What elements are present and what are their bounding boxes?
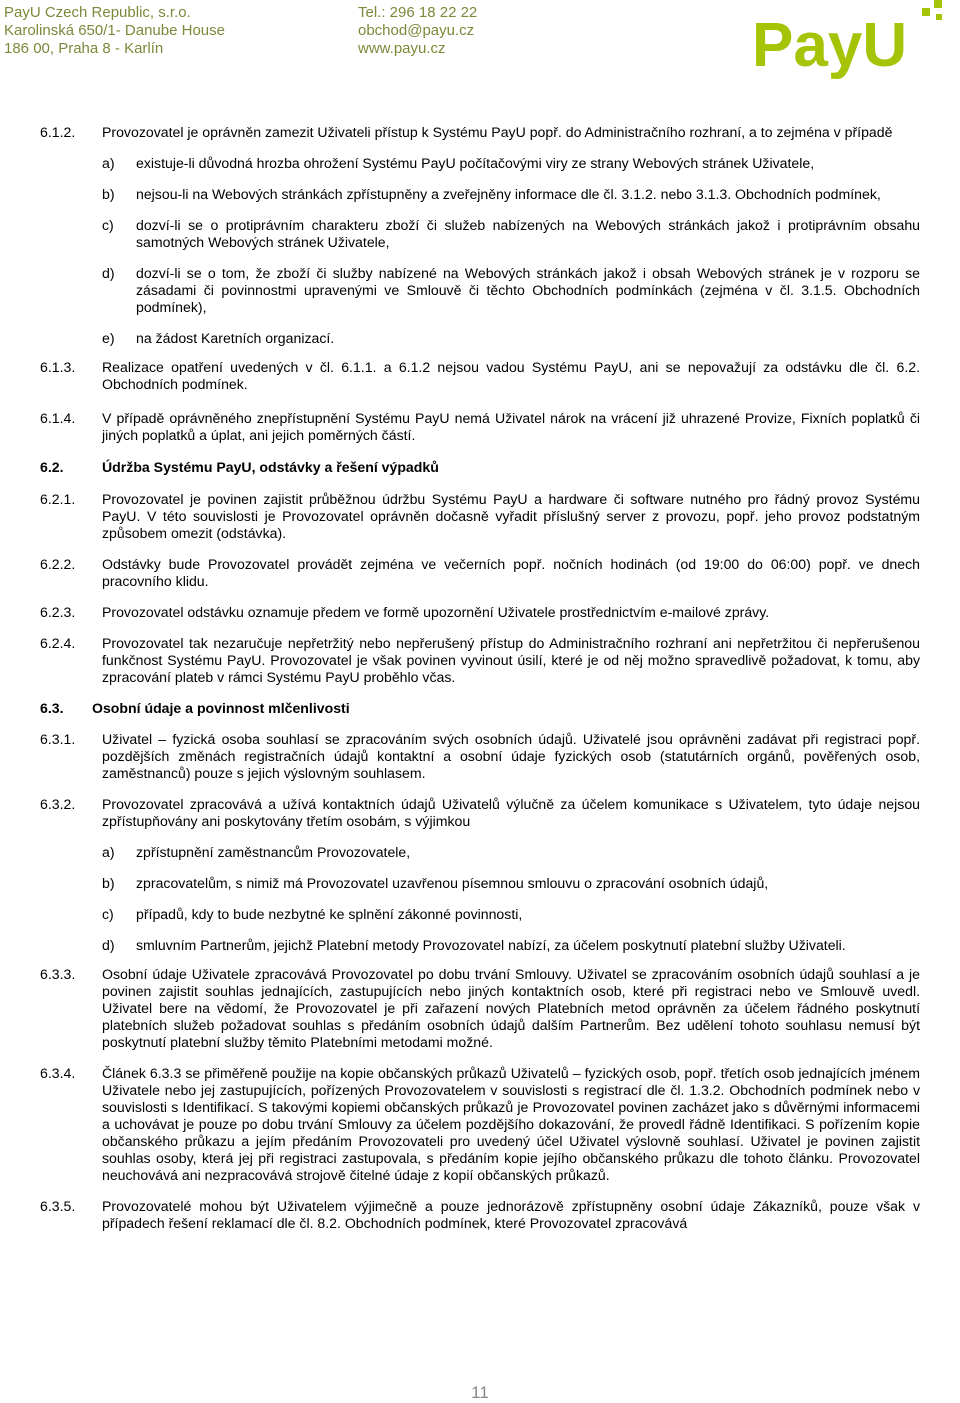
address-line-2: 186 00, Praha 8 - Karlín bbox=[4, 40, 164, 57]
clause-number: 6.3.1. bbox=[40, 731, 76, 747]
list-item bbox=[102, 906, 920, 923]
clause-6-3-1 bbox=[40, 731, 920, 782]
section-title: Osobní údaje a povinnost mlčenlivosti bbox=[92, 700, 350, 716]
list-item bbox=[102, 186, 920, 203]
list-item bbox=[102, 844, 920, 861]
clause-6-3-3 bbox=[40, 966, 920, 1051]
letterhead bbox=[0, 0, 960, 90]
clause-text: V případě oprávněného znepřístupnění Systému PayU nemá Uživatel nárok na vrácení již uhrazené Provize, Fixních poplatků či jiných poplatků a úplat, ani jejich poměrných částí. bbox=[102, 410, 920, 443]
list-text: případů, kdy to bude nezbytné ke splnění zákonné povinnosti, bbox=[136, 906, 523, 922]
clause-6-1-2 bbox=[40, 124, 920, 347]
clause-text: Provozovatelé mohou být Uživatelem výjimečně a pouze jednorázově zpřístupněny osobní údaje Zákazníků, pouze však v případech řešení reklamací dle čl. 8.2. Obchodních podmínek, které Provozovatel zpracovává bbox=[102, 1198, 920, 1231]
clause-6-2-4 bbox=[40, 635, 920, 686]
clause-6-3-4 bbox=[40, 1065, 920, 1184]
clause-text: Odstávky bude Provozovatel provádět zejména ve večerních popř. nočních hodinách (od 19:00 do 06:00) popř. ve dnech pracovního klidu. bbox=[102, 556, 920, 589]
clause-number: 6.1.3. bbox=[40, 359, 76, 375]
clause-6-3-5 bbox=[40, 1198, 920, 1232]
list-text: smluvním Partnerům, jejichž Platební metody Provozovatel nabízí, za účelem poskytnutí platební služby Uživateli. bbox=[136, 937, 846, 953]
list-item bbox=[102, 217, 920, 251]
company-name: PayU Czech Republic, s.r.o. bbox=[4, 4, 191, 21]
clause-6-3-2 bbox=[40, 796, 920, 954]
section-6-2-heading bbox=[40, 459, 920, 476]
list-label: b) bbox=[102, 875, 115, 891]
list-label: c) bbox=[102, 906, 114, 922]
clause-6-1-3 bbox=[40, 359, 920, 393]
clause-text: Článek 6.3.3 se přiměřeně použije na kopie občanských průkazů Uživatelů – fyzických osob, popř. třetích osob jednajících jménem Uživatele nebo jej zastupujících, pořízených Provozovatelem v souvislosti s registrací dle čl. 1.3.2. Obchodních podmínek nebo v souvislosti s Identifikací. S takovými kopiemi občanských průkazů je Provozovatel povinen zacházet jako s důvěrnými informacemi a uchovávat je pouze po dobu trvání Smlouvy za účelem pozdějšího dokazování, že provedl řádně Identifikaci. S pořízením kopie občanského průkazu a jejím předáním Provozovateli pro uvedený účel Uživatel výslovně souhlasí. Uživatel je povinen zajistit souhlas osoby, která jej při registraci zastupovala, s předáním kopie jejího občanského průkazu dle tohoto článku. Provozovatel neuchovává ani nezpracovává strojově čitelné údaje z kopií občanských průkazů. bbox=[102, 1065, 920, 1183]
document-body bbox=[40, 124, 920, 1232]
clause-number: 6.2.1. bbox=[40, 491, 76, 507]
clause-number: 6.1.4. bbox=[40, 410, 76, 426]
company-address-block bbox=[4, 4, 225, 58]
clause-text: Realizace opatření uvedených v čl. 6.1.1. a 6.1.2 nejsou vadou Systému PayU, ani se nepovažují za odstávku dle čl. 6.2. Obchodních podmínek. bbox=[102, 359, 920, 392]
clause-6-2-3 bbox=[40, 604, 920, 621]
list-label: d) bbox=[102, 937, 115, 953]
list-text: dozví-li se o tom, že zboží či služby nabízené na Webových stránkách jakož i obsah Webových stránek je v rozporu se zásadami či povinnostmi upravenými ve Smlouvě či těchto Obchodních podmínkách (zejména v čl. 3.1.5. Obchodních podmínek), bbox=[136, 265, 920, 315]
list-label: b) bbox=[102, 186, 115, 202]
section-title: Údržba Systému PayU, odstávky a řešení výpadků bbox=[102, 459, 439, 475]
clause-number: 6.2.2. bbox=[40, 556, 76, 572]
section-number: 6.3. bbox=[40, 700, 64, 716]
contact-block bbox=[358, 4, 477, 58]
address-line-1: Karolinská 650/1- Danube House bbox=[4, 22, 225, 39]
list-item bbox=[102, 155, 920, 172]
clause-text: Uživatel – fyzická osoba souhlasí se zpracováním svých osobních údajů. Uživatelé jsou oprávněni zadávat při registraci popř. pozdějších změnách registračních údajů kontaktní a osobní údaje fyzických osob (statutárních orgánů, pověřených osob, zaměstnanců) pouze s jejich výslovným souhlasem. bbox=[102, 731, 920, 781]
list-text: dozví-li se o protiprávním charakteru zboží či služeb nabízených na Webových stránkách jakož i protiprávním obsahu samotných Webových stránek Uživatele, bbox=[136, 217, 920, 250]
clause-number: 6.1.2. bbox=[40, 124, 76, 140]
payu-logo bbox=[750, 0, 950, 80]
clause-number: 6.2.3. bbox=[40, 604, 76, 620]
clause-6-2-2 bbox=[40, 556, 920, 590]
list-text: zpracovatelům, s nimiž má Provozovatel uzavřenou písemnou smlouvu o zpracování osobních údajů, bbox=[136, 875, 769, 891]
page-number: 11 bbox=[471, 1383, 489, 1402]
payu-logo-mark bbox=[750, 0, 950, 80]
list-text: nejsou-li na Webových stránkách zpřístupněny a zveřejněny informace dle čl. 3.1.2. nebo 3.1.3. Obchodních podmínek, bbox=[136, 186, 881, 202]
clause-6-2-1 bbox=[40, 491, 920, 542]
logo-text: PayU bbox=[752, 11, 908, 80]
section-number: 6.2. bbox=[40, 459, 64, 475]
list-label: c) bbox=[102, 217, 114, 233]
list-label: a) bbox=[102, 844, 115, 860]
clause-number: 6.3.3. bbox=[40, 966, 76, 982]
clause-number: 6.3.2. bbox=[40, 796, 76, 812]
clause-number: 6.2.4. bbox=[40, 635, 76, 651]
list-item bbox=[102, 875, 920, 892]
clause-text: Provozovatel je povinen zajistit průběžnou údržbu Systému PayU a hardware či software nutného pro řádný provoz Systému PayU. V této souvislosti je Provozovatel oprávněn dočasně vyřadit příslušný server z provozu, popř. jeho provoz podstatným způsobem omezit (odstávka). bbox=[102, 491, 920, 541]
list-label: e) bbox=[102, 330, 115, 346]
section-6-3-heading bbox=[40, 700, 920, 717]
list-text: zpřístupnění zaměstnancům Provozovatele, bbox=[136, 844, 411, 860]
clause-number: 6.3.4. bbox=[40, 1065, 76, 1081]
clause-number: 6.3.5. bbox=[40, 1198, 76, 1214]
list-text: na žádost Karetních organizací. bbox=[136, 330, 335, 346]
clause-text: Provozovatel zpracovává a užívá kontaktních údajů Uživatelů výlučně za účelem komunikace s Uživatelem, tyto údaje nejsou zpřístupňovány ani poskytovány třetím osobám, s výjimkou bbox=[102, 796, 920, 829]
list-text: existuje-li důvodná hrozba ohrožení Systému PayU počítačovými viry ze strany Webových stránek Uživatele, bbox=[136, 155, 815, 171]
clause-6-1-4 bbox=[40, 410, 920, 444]
list-item bbox=[102, 937, 920, 954]
email: obchod@payu.cz bbox=[358, 22, 475, 39]
list-item bbox=[102, 330, 920, 347]
list-label: a) bbox=[102, 155, 115, 171]
clause-text: Provozovatel odstávku oznamuje předem ve formě upozornění Uživatele prostřednictvím e-mailové zprávy. bbox=[102, 604, 770, 620]
website: www.payu.cz bbox=[358, 40, 446, 57]
clause-text: Osobní údaje Uživatele zpracovává Provozovatel po dobu trvání Smlouvy. Uživatel se zpracováním osobních údajů souhlasí a je povinen zajistit souhlas jednajících, zastupujících nebo jiných kontaktních osob, které při registraci nebo ve Smlouvě uvedl. Uživatel bere na vědomí, že Provozovatel je při zařazení nových Platebních metod oprávněn za účelem řádného poskytnutí platebních služeb požadovat souhlas s předáním osobních údajů dalším Partnerům. Bez udělení tohoto souhlasu nemusí být poskytnutí platební služby těmito Platebními metodami možné. bbox=[102, 966, 920, 1050]
clause-text: Provozovatel je oprávněn zamezit Uživateli přístup k Systému PayU popř. do Administračního rozhraní, a to zejména v případě bbox=[102, 124, 893, 140]
phone: Tel.: 296 18 22 22 bbox=[358, 4, 478, 21]
list-label: d) bbox=[102, 265, 115, 281]
clause-text: Provozovatel tak nezaručuje nepřetržitý nebo nepřerušený přístup do Administračního rozhraní ani nepřetržitou či nepřerušenou funkčnost Systému PayU. Provozovatel je však povinen vyvinout úsilí, které je od něj možno spravedlivě požadovat, k tomu, aby zpracování plateb v rámci Systému PayU proběhlo včas. bbox=[102, 635, 920, 685]
list-item bbox=[102, 265, 920, 316]
